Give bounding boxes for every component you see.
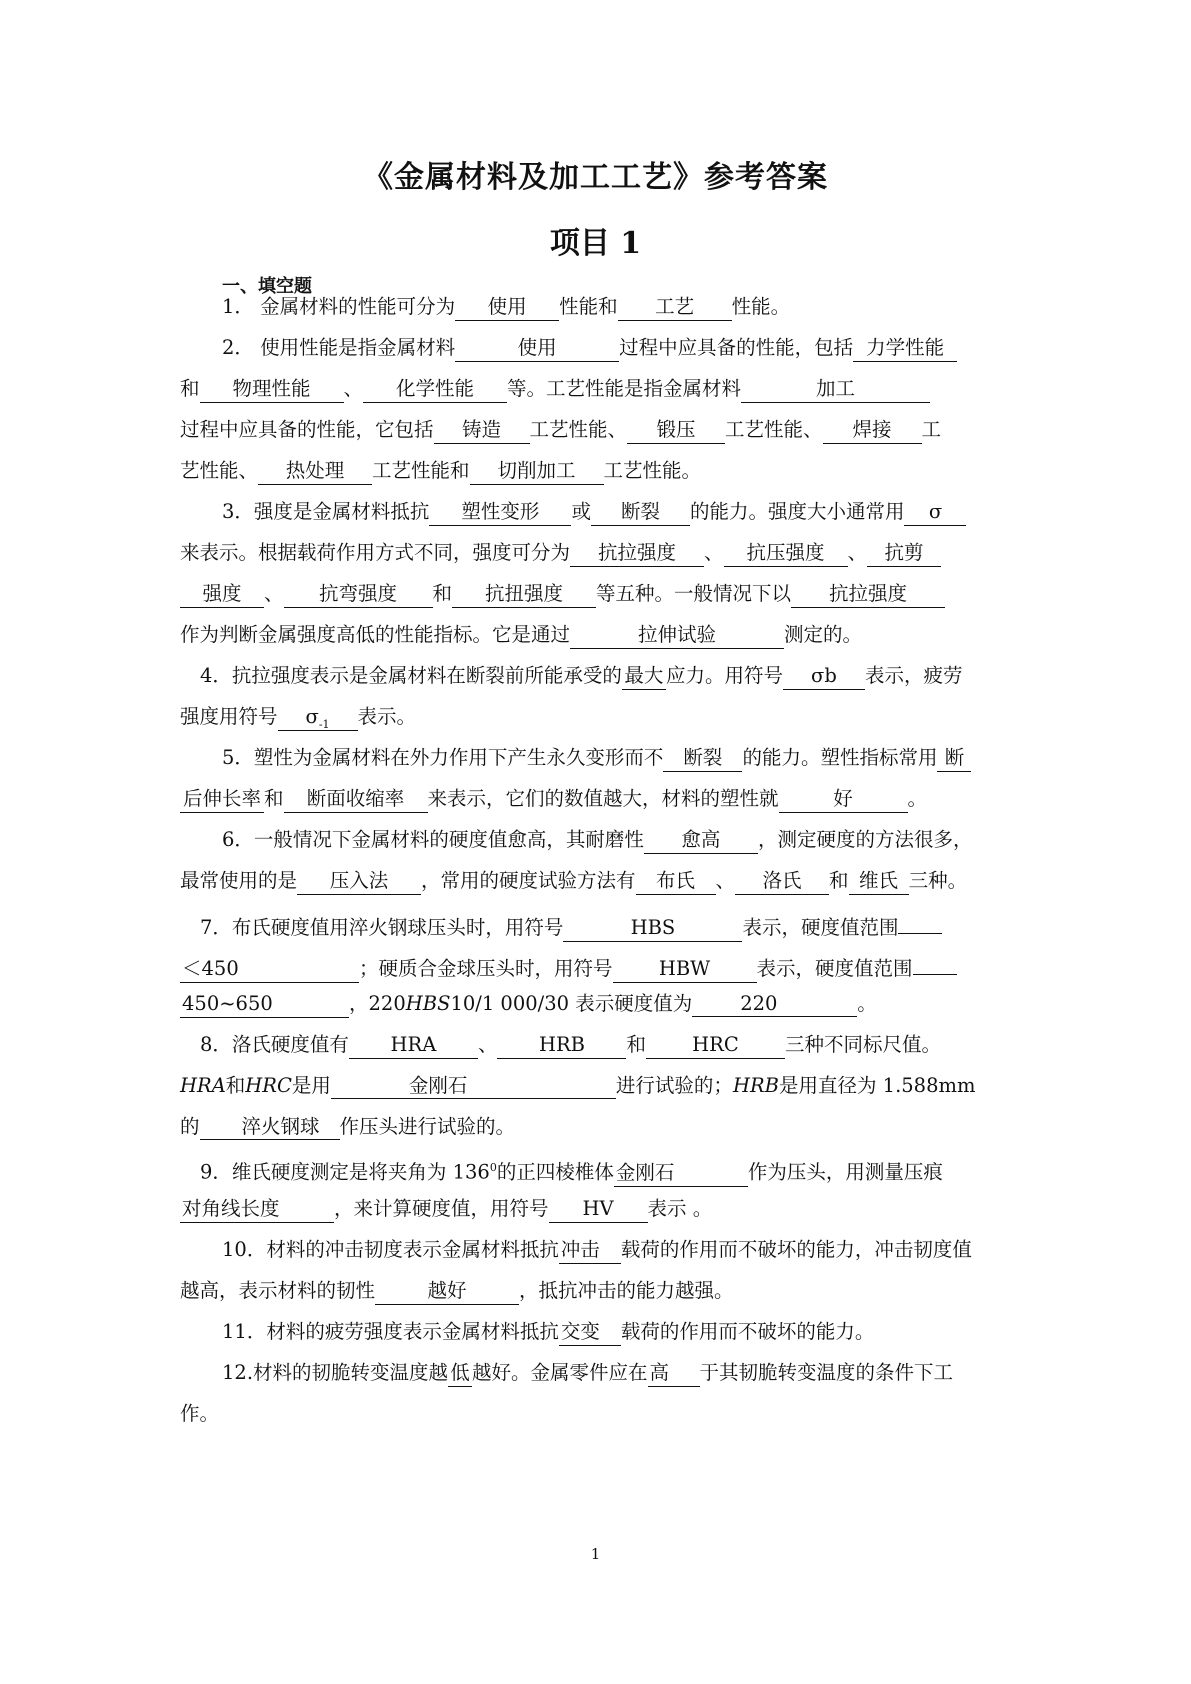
question-text: 、	[704, 541, 724, 564]
answer-blank: 强度	[180, 582, 264, 608]
answer-blank: 断裂	[591, 500, 690, 526]
question-text: 性能。	[731, 295, 791, 318]
question-3-line-2	[180, 539, 1010, 567]
answer-blank: 对角线长度	[180, 1197, 334, 1223]
answer-blank: 热处理	[258, 459, 372, 485]
question-number: 11．	[222, 1320, 267, 1343]
answer-blank	[278, 705, 358, 731]
question-number: 2．	[222, 336, 254, 359]
answer-blank: HBW	[613, 957, 757, 983]
question-9-line-2	[180, 1195, 1010, 1223]
answer-blank: 金刚石	[614, 1161, 748, 1187]
answer-blank: 交变	[559, 1320, 621, 1346]
question-text: 越好。金属零件应在	[472, 1361, 648, 1384]
question-8-line-3	[180, 1113, 1010, 1141]
answer-blank: HBS	[563, 916, 742, 942]
question-text: 、	[715, 869, 736, 892]
question-5-line-1	[222, 744, 1052, 772]
question-text: ，来计算硬度值，用符号	[334, 1197, 549, 1220]
answer-blank: 断裂	[663, 746, 742, 772]
question-text: 和	[225, 1074, 246, 1097]
question-text: 作。	[180, 1402, 220, 1425]
question-text: 工艺性能、	[725, 418, 823, 441]
question-text: 和	[264, 787, 284, 810]
question-number: 3．	[222, 500, 254, 523]
question-text: 载荷的作用而不破坏的能力。	[620, 1320, 875, 1343]
question-text: 和	[829, 869, 849, 892]
question-2-line-4	[180, 457, 1010, 485]
answer-blank: 加工	[741, 377, 930, 403]
question-text: 和	[432, 582, 453, 605]
question-text: 载荷的作用而不破坏的能力，冲击韧度值	[620, 1238, 972, 1261]
question-2-line-1	[222, 334, 1052, 362]
section-heading: 一、填空题	[222, 276, 312, 297]
question-3-line-4	[180, 621, 1010, 649]
page-number: 1	[590, 1545, 601, 1563]
answer-blank: 抗拉强度	[791, 582, 945, 608]
question-text: 是用	[291, 1074, 331, 1097]
question-text: HRB	[732, 1074, 779, 1097]
sigma-symbol: σ	[305, 705, 319, 728]
question-text: 等五种。一般情况下以	[596, 582, 792, 605]
question-4-line-1	[200, 662, 1030, 690]
question-11	[222, 1318, 1052, 1346]
question-text: HBS	[405, 992, 451, 1015]
answer-blank: 抗压强度	[724, 541, 848, 567]
question-text: 越高，表示材料的韧性	[180, 1279, 376, 1302]
question-text: HRC	[245, 1074, 292, 1097]
question-text: 表示，硬度值范围	[756, 957, 913, 980]
answer-blank: σb	[783, 664, 865, 690]
question-7-line-3	[180, 990, 1010, 1018]
answer-blank: 抗扭强度	[452, 582, 596, 608]
question-text: 测定的。	[784, 623, 863, 646]
question-10-line-1	[222, 1236, 1052, 1264]
question-text: 来表示。根据载荷作用方式不同，强度可分为	[180, 541, 571, 564]
answer-blank: 220	[692, 992, 857, 1017]
answer-blank: 化学性能	[363, 377, 507, 403]
question-text: 。	[857, 992, 877, 1015]
question-text: 和	[180, 377, 200, 400]
question-text: 进行试验的；	[615, 1074, 733, 1097]
answer-blank: σ	[904, 500, 966, 526]
question-number: 5．	[222, 746, 254, 769]
question-number: 7．	[200, 916, 232, 939]
answer-blank: 力学性能	[853, 336, 957, 362]
answer-blank: HRA	[349, 1033, 478, 1059]
question-text: ，测定硬度的方法很多，	[757, 828, 973, 851]
question-text: 过程中应具备的性能，包括	[619, 336, 854, 359]
question-text: 、	[477, 1033, 498, 1056]
answer-blank: ＜450	[180, 957, 359, 983]
question-text: ；硬质合金球压头时，用符号	[359, 957, 613, 980]
superscript: 0	[489, 1161, 497, 1174]
question-text: 作为压头，用测量压痕	[747, 1160, 943, 1184]
question-text: ，抵抗冲击的能力越强。	[519, 1279, 734, 1302]
question-text: 材料的冲击韧度表示金属材料抵抗	[266, 1238, 559, 1261]
question-2-line-2	[180, 375, 1010, 403]
question-8-line-2	[180, 1072, 1010, 1100]
answer-blank: 焊接	[823, 418, 922, 444]
question-7-line-2	[180, 949, 1010, 983]
question-1	[222, 293, 1052, 321]
answer-blank: 高	[648, 1361, 700, 1387]
question-text: 10/1 000/30 表示硬度值为	[450, 992, 693, 1015]
question-text: 、	[264, 582, 284, 605]
question-number: 10．	[222, 1238, 267, 1261]
question-text: 强度是金属材料抵抗	[253, 500, 430, 523]
answer-blank	[898, 908, 942, 934]
question-number: 12.	[222, 1361, 254, 1384]
answer-blank: 低	[448, 1361, 472, 1387]
answer-blank: 切削加工	[470, 459, 604, 485]
question-text: 是用直径为 1.588mm	[778, 1074, 976, 1097]
question-text: 最常使用的是	[180, 869, 298, 892]
question-text: 的能力。塑性指标常用	[742, 746, 938, 769]
answer-blank: HV	[549, 1197, 648, 1223]
question-text: 材料的疲劳强度表示金属材料抵抗	[266, 1320, 559, 1343]
answer-blank: 越好	[375, 1279, 519, 1305]
answer-blank: 布氏	[636, 869, 716, 895]
question-text: 使用性能是指金属材料	[260, 336, 456, 359]
question-text: 强度用符号	[180, 705, 278, 728]
question-text: 表示 。	[647, 1197, 713, 1220]
question-text: 布氏硬度值用淬火钢球压头时，用符号	[231, 916, 564, 939]
question-2-line-3	[180, 416, 1010, 444]
question-text: 表示，硬度值范围	[742, 916, 899, 939]
project-title: 项目 1	[549, 226, 642, 261]
question-text: 工艺性能、	[529, 418, 628, 441]
question-12-line-2	[180, 1400, 1010, 1428]
answer-blank: 抗弯强度	[284, 582, 433, 608]
question-6-line-2	[180, 867, 1010, 895]
answer-blank: 断面收缩率	[284, 787, 428, 813]
question-text: 维氏硬度测定是将夹角为 136	[231, 1160, 490, 1184]
question-10-line-2	[180, 1277, 1010, 1305]
question-text: 三种。	[908, 869, 968, 892]
question-6-line-1	[222, 826, 1052, 854]
question-3-line-1	[222, 498, 1052, 526]
answer-blank: 洛氏	[735, 869, 829, 895]
answer-blank: 压入法	[297, 869, 421, 895]
question-9-line-1	[200, 1154, 1030, 1187]
question-number: 6．	[222, 828, 254, 851]
answer-blank: 450~650	[180, 992, 349, 1018]
answer-blank: 使用	[455, 336, 619, 362]
answer-blank	[913, 949, 957, 975]
answer-blank: 塑性变形	[429, 500, 571, 526]
question-text: 和	[626, 1033, 646, 1056]
answer-blank: 断	[937, 746, 971, 772]
question-text: 表示。	[357, 705, 417, 728]
question-text: 工艺性能和	[372, 459, 470, 482]
question-text: 塑性为金属材料在外力作用下产生永久变形而不	[253, 746, 664, 769]
answer-blank: 使用	[455, 295, 559, 321]
question-5-line-2	[180, 785, 1010, 813]
question-number: 8．	[200, 1033, 232, 1056]
question-text: 、	[343, 377, 364, 400]
subscript: -1	[318, 717, 330, 731]
document-title: 《金属材料及加工工艺》参考答案	[363, 160, 828, 195]
question-text: 作为判断金属强度高低的性能指标。它是通过	[180, 623, 571, 646]
question-text: 洛氏硬度值有	[231, 1033, 349, 1056]
question-text: 、	[847, 541, 868, 564]
answer-blank: 拉伸试验	[570, 623, 784, 649]
question-text: ，常用的硬度试验方法有	[421, 869, 636, 892]
question-text: 工	[921, 418, 942, 441]
question-text: 应力。用符号	[665, 664, 783, 687]
question-text: 的正四棱椎体	[496, 1160, 614, 1184]
question-text: 或	[571, 500, 591, 523]
question-text: 等。工艺性能是指金属材料	[507, 377, 742, 400]
answer-blank: 金刚石	[331, 1074, 616, 1099]
answer-blank: HRC	[646, 1033, 785, 1059]
question-text: 。	[907, 787, 928, 810]
question-7-line-1	[200, 908, 1030, 942]
question-text: 作压头进行试验的。	[339, 1115, 516, 1138]
question-text: 的能力。强度大小通常用	[689, 500, 905, 523]
answer-blank: 最大	[622, 664, 666, 690]
answer-blank: 物理性能	[200, 377, 344, 403]
question-text: ，220	[349, 992, 406, 1015]
answer-blank: 淬火钢球	[200, 1115, 340, 1140]
answer-blank: 愈高	[644, 828, 758, 854]
answer-blank: 冲击	[559, 1238, 621, 1264]
question-text: 材料的韧脆转变温度越	[253, 1361, 449, 1384]
question-text: 工艺性能。	[603, 459, 702, 482]
question-text: 金属材料的性能可分为	[260, 295, 456, 318]
question-number: 1．	[222, 295, 254, 318]
answer-blank: 好	[779, 787, 908, 813]
question-text: 三种不同标尺值。	[784, 1033, 941, 1056]
question-text: 抗拉强度表示是金属材料在断裂前所能承受的	[231, 664, 622, 687]
question-text: HRA	[180, 1074, 226, 1097]
question-text: 于其韧脆转变温度的条件下工	[699, 1361, 954, 1384]
question-12-line-1	[222, 1359, 1052, 1387]
answer-blank: 维氏	[849, 869, 909, 895]
question-4-line-2	[180, 703, 1010, 731]
question-text: 过程中应具备的性能，它包括	[180, 418, 434, 441]
answer-blank: 锻压	[627, 418, 725, 444]
answer-blank: HRB	[497, 1033, 626, 1059]
question-text: 来表示，它们的数值越大，材料的塑性就	[427, 787, 779, 810]
answer-blank: 后伸长率	[180, 787, 264, 813]
answer-blank: 铸造	[434, 418, 530, 444]
question-text: 一般情况下金属材料的硬度值愈高，其耐磨性	[253, 828, 644, 851]
question-number: 4．	[200, 664, 232, 687]
question-text: 表示，疲劳	[864, 664, 963, 687]
question-text: 性能和	[559, 295, 618, 318]
question-number: 9．	[200, 1160, 232, 1184]
question-3-line-3	[180, 580, 1010, 608]
answer-blank: 抗拉强度	[570, 541, 704, 567]
question-text: 的	[180, 1115, 200, 1138]
question-text: 艺性能、	[180, 459, 259, 482]
answer-blank: 工艺	[618, 295, 732, 321]
question-8-line-1	[200, 1031, 1030, 1059]
answer-blank: 抗剪	[867, 541, 941, 567]
